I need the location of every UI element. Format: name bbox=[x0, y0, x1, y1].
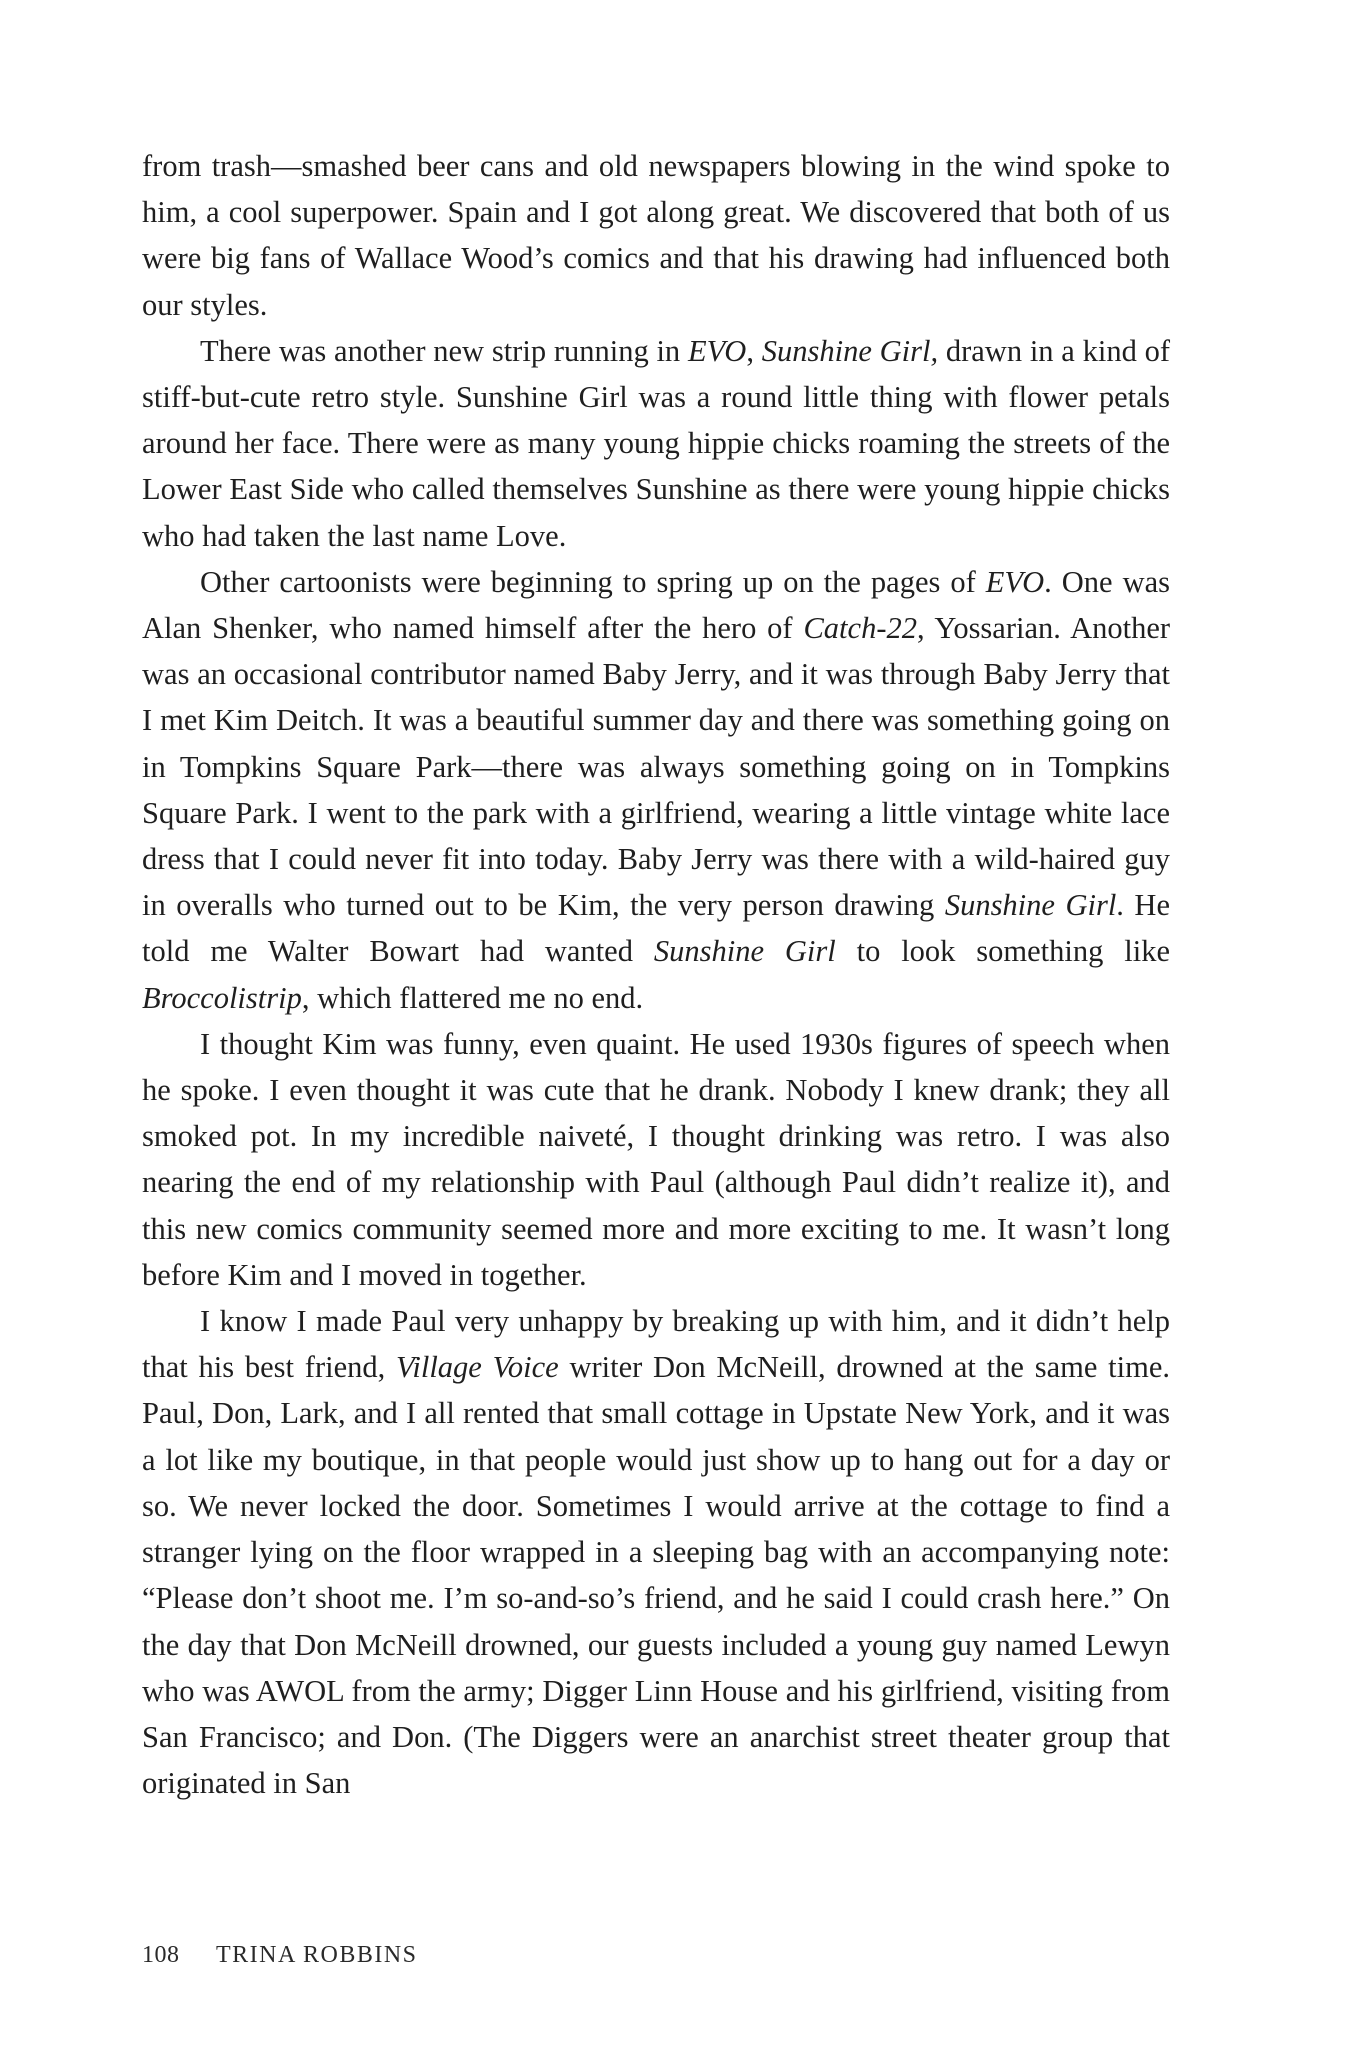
paragraph bbox=[142, 328, 1170, 559]
italic-text-run: Sunshine Girl, bbox=[761, 333, 939, 368]
italic-text-run: EVO bbox=[687, 333, 747, 368]
italic-text-run: Broccolistrip bbox=[142, 980, 302, 1015]
text-run: from trash—smashed beer cans and old newspapers blowing in the wind spoke to him, a cool superpower. Spain and I got along great. We discovered that both of us were big fans of Wallace Wood’s comics and that his drawing had influenced both our styles. bbox=[142, 149, 1170, 322]
paragraph bbox=[142, 1021, 1170, 1298]
italic-text-run: EVO bbox=[985, 564, 1045, 599]
text-run: writer Don McNeill, drowned at the same time. Paul, Don, Lark, and I all rented that small cottage in Upstate New York, and it was a lot like my boutique, in that people would just show up to hang out for a day or so. We never locked the door. Sometimes I would arrive at the cottage to find a stranger lying on the floor wrapped in a sleeping bag with an accompanying note: “Please don’t shoot me. I’m so-and-so’s friend, and he said I could crash here.” On the day that Don McNeill drowned, our guests included a young guy named Lewyn who was AWOL from the army; Digger Linn House and his girlfriend, visiting from San Francisco; and Don. (The Diggers were an anarchist street theater group that originated in San bbox=[142, 1350, 1170, 1801]
text-run: to look something like bbox=[835, 934, 1170, 969]
text-run: , bbox=[746, 333, 762, 368]
text-run: I thought Kim was funny, even quaint. He used 1930s figures of speech when he spoke. I even thought it was cute that he drank. Nobody I knew drank; they all smoked pot. In my incredible naiveté, I thought drinking was retro. I was also nearing the end of my relationship with Paul (although Paul didn’t realize it), and this new comics community seemed more and more exciting to me. It wasn’t long before Kim and I moved in together. bbox=[142, 1026, 1170, 1292]
italic-text-run: Sunshine Girl bbox=[944, 888, 1117, 923]
italic-text-run: Sunshine Girl bbox=[653, 934, 836, 969]
page-footer bbox=[142, 1942, 418, 1969]
text-run: Other cartoonists were beginning to spring up on the pages of bbox=[200, 564, 986, 599]
paragraph bbox=[142, 1298, 1170, 1806]
italic-text-run: Catch-22 bbox=[803, 611, 917, 646]
text-run: I know I made Paul very unhappy by breaking up with him, and it didn’t help that his best friend, bbox=[142, 1304, 1170, 1385]
body-text bbox=[142, 143, 1170, 1806]
text-run: , Yossarian. Another was an occasional contributor named Baby Jerry, and it was through Baby Jerry that I met Kim Deitch. It was a beautiful summer day and there was something going on in Tompkins Square Park—there was always something going on in Tompkins Square Park. I went to the park with a girlfriend, wearing a little vintage white lace dress that I could never fit into today. Baby Jerry was there with a wild-haired guy in overalls who turned out to be Kim, the very person drawing bbox=[142, 611, 1171, 923]
text-run: There was another new strip running in bbox=[200, 333, 688, 368]
text-run: . One was Alan Shenker, who named himself after the hero of bbox=[142, 564, 1170, 646]
paragraph bbox=[142, 143, 1170, 328]
text-run: , which flattered me no end. bbox=[301, 980, 644, 1015]
page-number: 108 bbox=[142, 1942, 180, 1968]
italic-text-run: Village Voice bbox=[396, 1350, 559, 1385]
text-run: . He told me Walter Bowart had wanted bbox=[142, 888, 1170, 969]
text-run: drawn in a kind of stiff-but-cute retro style. Sunshine Girl was a round little thing with flower petals around her face. There were as many young hippie chicks roaming the streets of the Lower East Side who called themselves Sunshine as there were young hippie chicks who had taken the last name Love. bbox=[142, 333, 1170, 553]
paragraph bbox=[142, 559, 1170, 1021]
running-footer-author: TRINA ROBBINS bbox=[216, 1942, 418, 1968]
